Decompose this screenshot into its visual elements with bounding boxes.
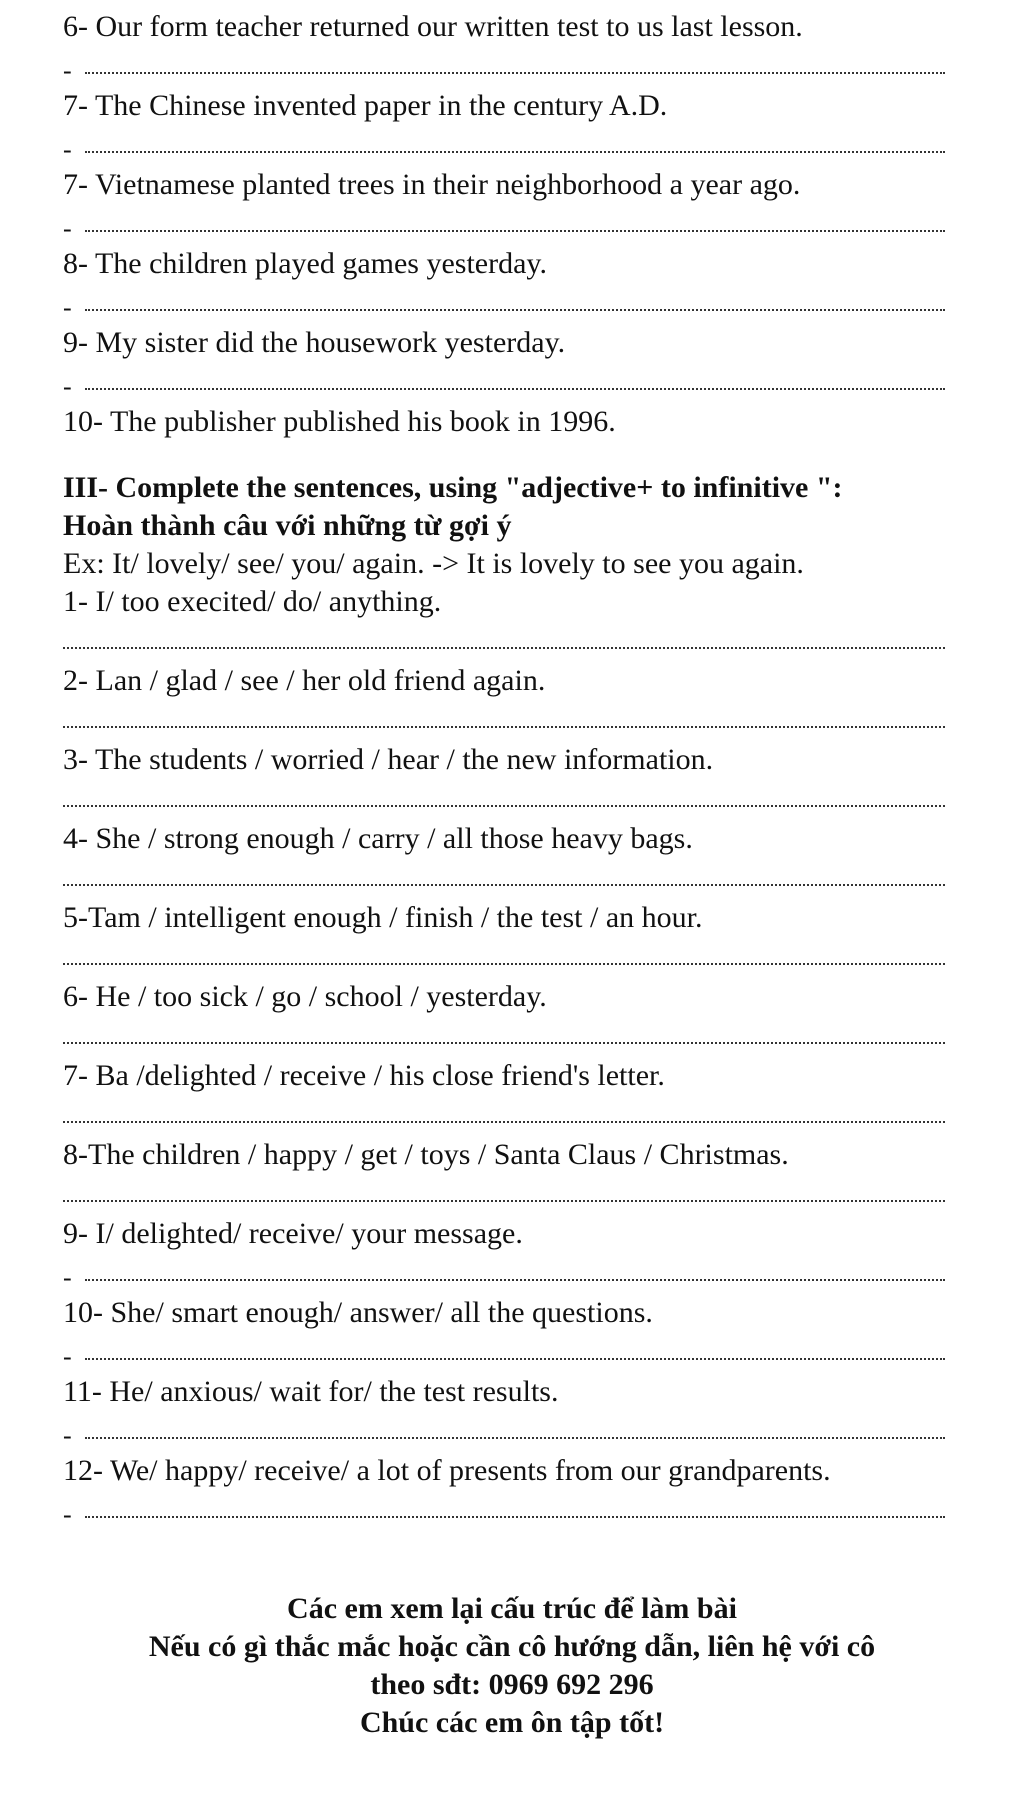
answer-dash: - [63,135,72,164]
answer-line[interactable] [63,1095,945,1136]
answer-line[interactable] [63,1016,945,1057]
part-ii-list [63,8,945,441]
footer-note [0,1590,1024,1742]
exercise-item: 10- She/ smart enough/ answer/ all the questions. [63,1296,653,1329]
exercise-item: 2- Lan / glad / see / her old friend again. [63,664,546,697]
answer-dash: - [63,1342,72,1371]
answer-line[interactable] [63,125,945,166]
worksheet-page [63,8,945,1531]
exercise-item: 1- I/ too execited/ do/ anything. [63,585,442,618]
answer-dash: - [63,56,72,85]
footer-line-contact: Nếu có gì thắc mắc hoặc cần cô hướng dẫn, liên hệ với cô [148,1630,876,1663]
answer-dash: - [63,293,72,322]
footer-line-review: Các em xem lại cấu trúc để làm bài [287,1592,737,1625]
exercise-item: 7- Vietnamese planted trees in their neighborhood a year ago. [63,168,801,201]
part-iii [63,469,945,1531]
answer-line[interactable] [63,1411,945,1452]
section-gap [63,441,945,469]
exercise-item: 4- She / strong enough / carry / all those heavy bags. [63,822,693,855]
exercise-item: 8- The children played games yesterday. [63,247,547,280]
section-heading: III- Complete the sentences, using "adjective+ to infinitive ": [63,471,843,504]
exercise-item: 7- Ba /delighted / receive / his close friend's letter. [63,1059,665,1092]
answer-line[interactable] [63,46,945,87]
footer-line-wishes: Chúc các em ôn tập tốt! [359,1706,665,1739]
answer-dash: - [63,214,72,243]
example-sentence: Ex: It/ lovely/ see/ you/ again. -> It is lovely to see you again. [63,547,804,580]
answer-line[interactable] [63,283,945,324]
answer-line[interactable] [63,1174,945,1215]
exercise-item: 9- My sister did the housework yesterday. [63,326,566,359]
exercise-item: 11- He/ anxious/ wait for/ the test results. [63,1375,559,1408]
answer-line[interactable] [63,937,945,978]
exercise-item: 8-The children / happy / get / toys / Santa Claus / Christmas. [63,1138,789,1171]
answer-line[interactable] [63,779,945,820]
answer-line[interactable] [63,1253,945,1294]
answer-line[interactable] [63,621,945,662]
exercise-item: 12- We/ happy/ receive/ a lot of presents from our grandparents. [63,1454,831,1487]
exercise-item: 10- The publisher published his book in 1996. [63,405,616,438]
footer-line-phone: theo sđt: 0969 692 296 [370,1668,654,1701]
section-subheading: Hoàn thành câu với những từ gợi ý [63,509,512,542]
answer-dash: - [63,1421,72,1450]
exercise-item: 3- The students / worried / hear / the new information. [63,743,714,776]
answer-line[interactable] [63,204,945,245]
answer-dash: - [63,1500,72,1529]
answer-line[interactable] [63,362,945,403]
exercise-item: 6- Our form teacher returned our written test to us last lesson. [63,10,803,43]
answer-line[interactable] [63,858,945,899]
answer-line[interactable] [63,1490,945,1531]
answer-line[interactable] [63,1332,945,1373]
exercise-item: 7- The Chinese invented paper in the century A.D. [63,89,668,122]
answer-line[interactable] [63,700,945,741]
answer-dash: - [63,1263,72,1292]
exercise-item: 6- He / too sick / go / school / yesterday. [63,980,547,1013]
answer-dash: - [63,372,72,401]
exercise-item: 9- I/ delighted/ receive/ your message. [63,1217,523,1250]
exercise-item: 5-Tam / intelligent enough / finish / the test / an hour. [63,901,703,934]
